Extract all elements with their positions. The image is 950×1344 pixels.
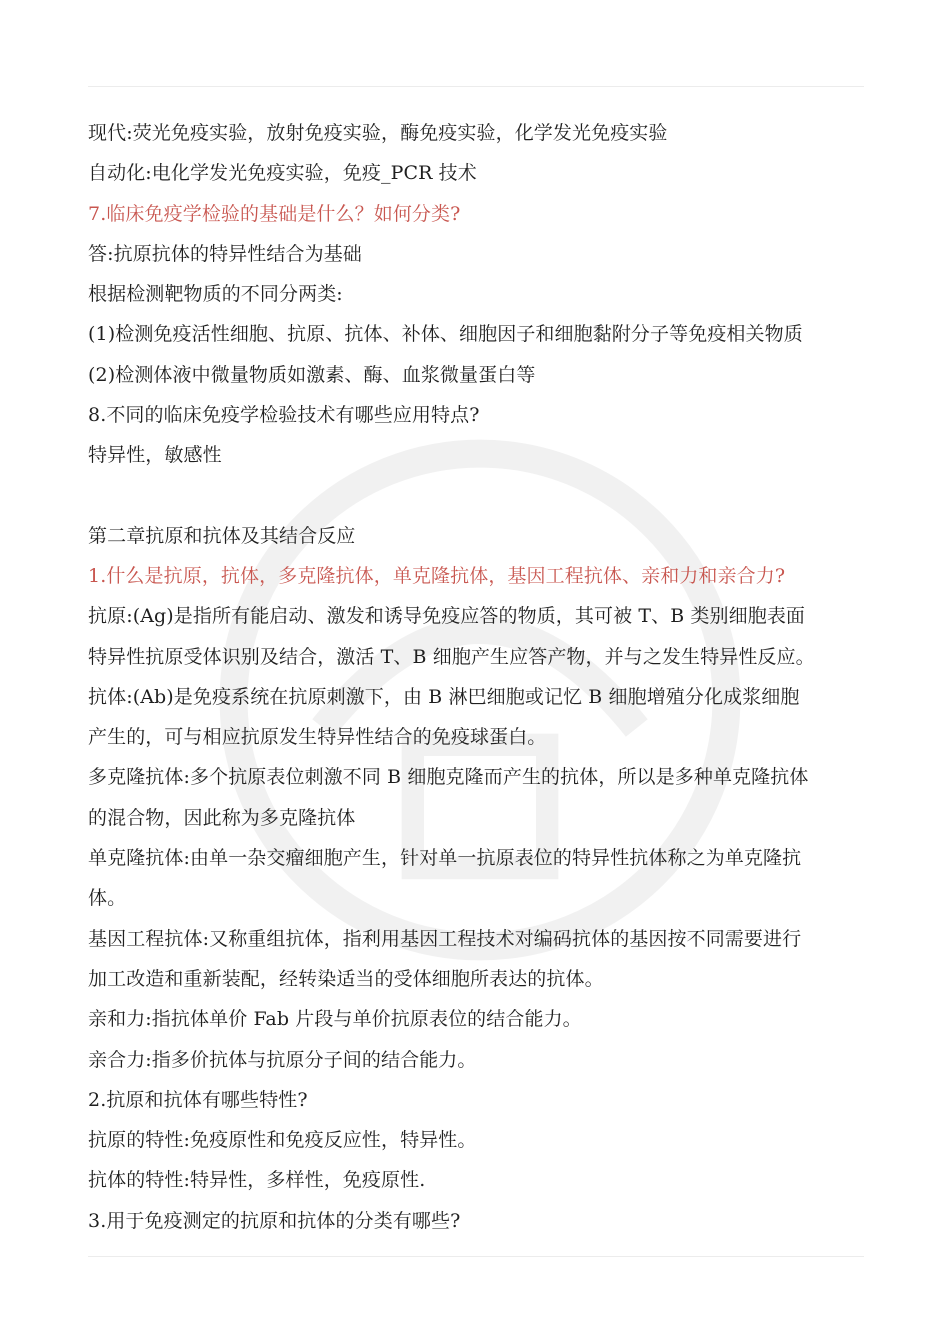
question-heading: 1.什么是抗原，抗体，多克隆抗体，单克隆抗体，基因工程抗体、亲和力和亲合力? (88, 564, 786, 587)
text-line: 特异性，敏感性 (88, 444, 222, 467)
text-line: 2.抗原和抗体有哪些特性? (88, 1088, 308, 1111)
text-line: 抗体的特性:特异性，多样性，免疫原性. (88, 1169, 426, 1192)
section-gap (88, 476, 888, 516)
text-line: 现代:荧光免疫实验，放射免疫实验，酶免疫实验，化学发光免疫实验 (88, 122, 668, 144)
text-line: 的混合物，因此称为多克隆抗体 (88, 806, 356, 829)
text-line: 抗原:(Ag)是指所有能启动、激发和诱导免疫应答的物质，其可被 T、B 类别细胞表面 (88, 605, 806, 628)
question-heading: 7.临床免疫学检验的基础是什么？如何分类? (88, 202, 461, 225)
text-line: 多克隆抗体:多个抗原表位刺激不同 B 细胞克隆而产生的抗体，所以是多种单克隆抗体 (88, 766, 809, 789)
text-line: 自动化:电化学发光免疫实验，免疫_PCR 技术 (88, 162, 477, 185)
text-line: 单克隆抗体:由单一杂交瘤细胞产生，针对单一抗原表位的特异性抗体称之为单克隆抗 (88, 847, 802, 870)
document-body (88, 113, 888, 1241)
text-line: 加工改造和重新装配，经转染适当的受体细胞所表达的抗体。 (88, 967, 604, 990)
text-line: 抗体:(Ab)是免疫系统在抗原刺激下，由 B 淋巴细胞或记忆 B 细胞增殖分化成浆细胞 (88, 685, 800, 708)
text-line: (1)检测免疫活性细胞、抗原、抗体、补体、细胞因子和细胞黏附分子等免疫相关物质 (88, 323, 803, 346)
text-line: 亲和力:指抗体单价 Fab 片段与单价抗原表位的结合能力。 (88, 1008, 582, 1031)
text-line: 产生的，可与相应抗原发生特异性结合的免疫球蛋白。 (88, 726, 547, 749)
text-line: 第二章抗原和抗体及其结合反应 (88, 524, 356, 547)
text-line: (2)检测体液中微量物质如激素、酶、血浆微量蛋白等 (88, 363, 536, 386)
section-chapter2 (88, 516, 888, 1241)
section-chapter1-tail (88, 113, 888, 476)
text-line: 亲合力:指多价抗体与抗原分子间的结合能力。 (88, 1048, 477, 1071)
text-line: 基因工程抗体:又称重组抗体，指利用基因工程技术对编码抗体的基因按不同需要进行 (88, 927, 802, 950)
text-line: 8.不同的临床免疫学检验技术有哪些应用特点? (88, 404, 480, 427)
text-line: 3.用于免疫测定的抗原和抗体的分类有哪些? (88, 1209, 461, 1232)
text-line: 根据检测靶物质的不同分两类: (88, 283, 343, 306)
top-divider (88, 86, 864, 87)
bottom-divider (88, 1256, 864, 1257)
text-line: 特异性抗原受体识别及结合，激活 T、B 细胞产生应答产物，并与之发生特异性反应。 (88, 645, 815, 668)
text-line: 答:抗原抗体的特异性结合为基础 (88, 242, 362, 265)
text-line: 抗原的特性:免疫原性和免疫反应性，特异性。 (88, 1129, 477, 1152)
text-line: 体。 (88, 887, 127, 910)
